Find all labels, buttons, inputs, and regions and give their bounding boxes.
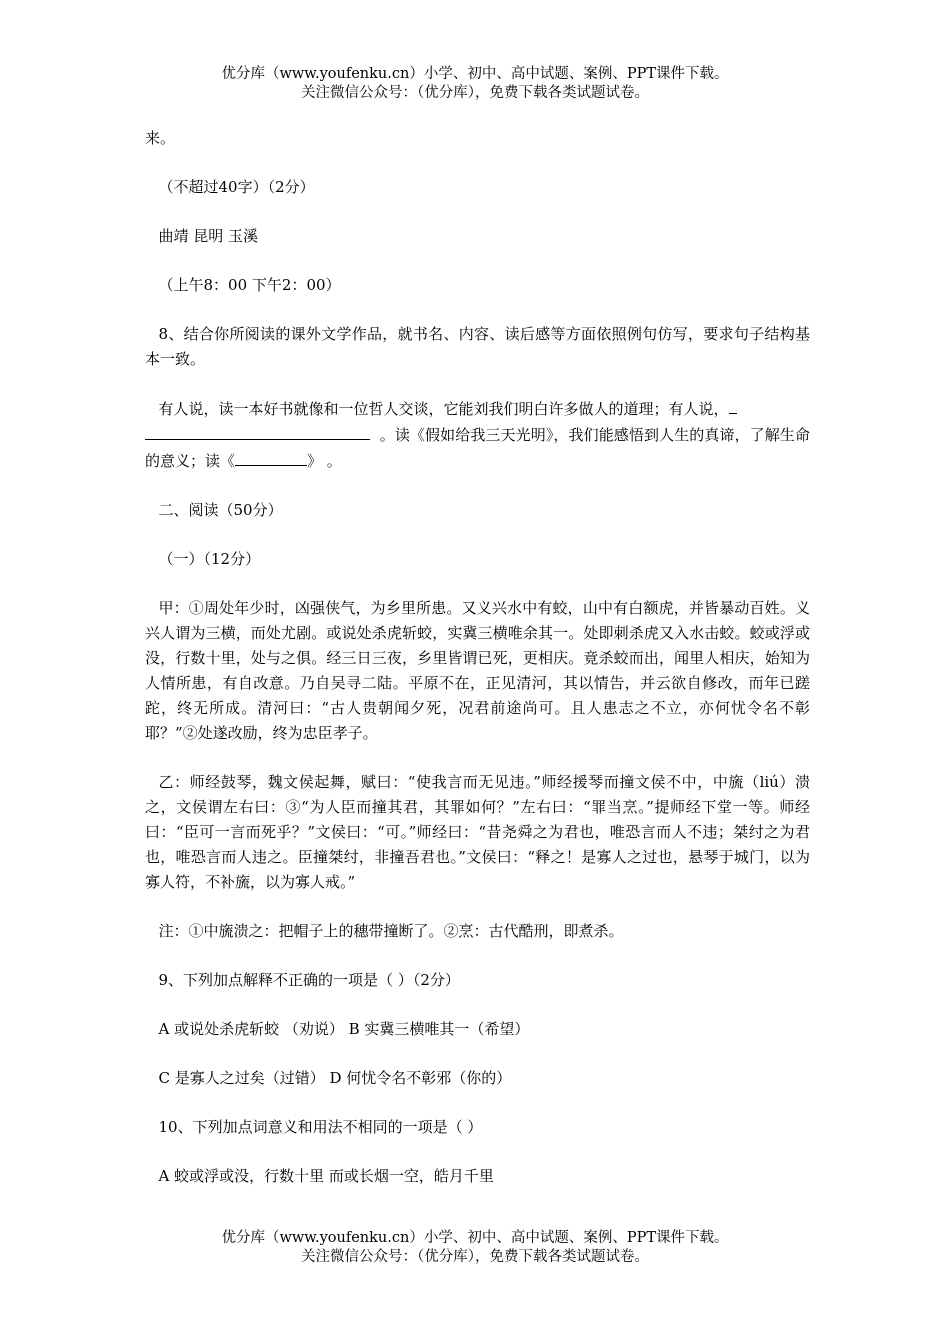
header-line-1: 优分库（www.youfenku.cn）小学、初中、高中试题、案例、PPT课件下载。	[221, 66, 729, 82]
answer-blank-book[interactable]	[235, 448, 307, 466]
passage-jia: 甲：①周处年少时，凶强侠气，为乡里所患。又义兴水中有蛟，山中有白额虎，并皆暴动百姓。义兴人谓为三横，而处尤剧。或说处杀虎斩蛟，实冀三横唯余其一。处即刺杀虎又入水击蛟。蛟或浮或没，行数十里，处与之俱。经三日三夜，乡里皆谓已死，更相庆。竟杀蛟而出，闻里人相庆，始知为人情所患，有自改意。乃自吴寻二陆。平原不在，正见清河，其以情告，并云欲自修改，而年已蹉跎，终无所成。清河曰：“古人贵朝闻夕死，况君前途尚可。且人患志之不立，亦何忧令名不彰耶？”②处遂改励，终为忠臣孝子。	[145, 599, 810, 742]
city-list: 曲靖 昆明 玉溪	[158, 227, 259, 245]
annotation-note: 注：①中旒溃之：把帽子上的穗带撞断了。②烹：古代酷刑，即煮杀。	[158, 922, 624, 940]
question-9-options-cd: C 是寡人之过矣（过错） D 何忧令名不彰邪（你的）	[158, 1069, 512, 1087]
question-8-example	[145, 396, 810, 474]
example-text-c: 》 。	[307, 452, 342, 470]
footer-line-1: 优分库（www.youfenku.cn）小学、初中、高中试题、案例、PPT课件下载。	[221, 1230, 729, 1246]
example-text-b: 。读《假如给我三天光明》，我们能感悟到人生的真谛，了解生命的意义；读《	[145, 426, 810, 470]
question-10: 10、下列加点词意义和用法不相同的一项是（ ）	[158, 1118, 483, 1136]
passage-yi: 乙：师经鼓琴，魏文侯起舞，赋曰：“使我言而无见违。”师经援琴而撞文侯不中，中旒（liú）溃之，文侯谓左右曰：③“为人臣而撞其君，其罪如何？”左右曰：“罪当烹。”提师经下堂一等。师经曰：“臣可一言而死乎？”文侯曰：“可。”师经曰：“昔尧舜之为君也，唯恐言而人不违；桀纣之为君也，唯恐言而人违之。臣撞桀纣，非撞吾君也。”文侯曰：“释之！是寡人之过也，悬琴于城门，以为寡人符，不补旒，以为寡人戒。”	[145, 773, 810, 891]
question-10-option-a: A 蛟或浮或没，行数十里 而或长烟一空，皓月千里	[158, 1167, 494, 1185]
time-note: （上午8：00 下午2：00）	[158, 276, 341, 294]
page-header	[0, 65, 950, 103]
question-9: 9、下列加点解释不正确的一项是（ ）（2分）	[158, 971, 460, 989]
footer-line-2: 关注微信公众号：（优分库），免费下载各类试题试卷。	[301, 1249, 649, 1265]
section-2-heading: 二、阅读（50分）	[158, 501, 283, 519]
question-9-options-ab: A 或说处杀虎斩蛟 （劝说） B 实冀三横唯其一（希望）	[158, 1020, 530, 1038]
answer-blank-short[interactable]	[729, 396, 737, 414]
word-limit-note: （不超过40字）（2分）	[158, 178, 315, 196]
question-8: 8、结合你所阅读的课外文学作品，就书名、内容、读后感等方面依照例句仿写，要求句子结构基本一致。	[145, 325, 810, 368]
answer-blank-long[interactable]	[145, 422, 370, 440]
document-body	[145, 126, 810, 1213]
page-footer	[0, 1229, 950, 1267]
paragraph-continuation: 来。	[145, 129, 176, 147]
header-line-2: 关注微信公众号：（优分库），免费下载各类试题试卷。	[301, 85, 649, 101]
part-1-heading: （一）（12分）	[158, 550, 261, 568]
example-text-a: 有人说，读一本好书就像和一位哲人交谈，它能刘我们明白许多做人的道理；有人说，	[158, 400, 729, 418]
